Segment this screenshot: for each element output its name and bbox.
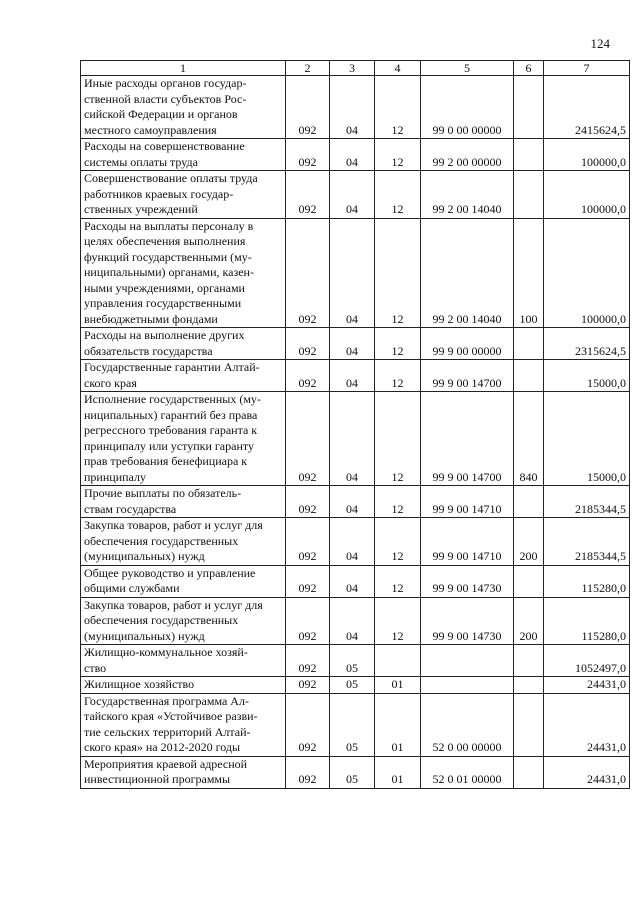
subsection-code: 12 xyxy=(375,360,421,392)
header-col-3: 3 xyxy=(330,61,375,76)
expense-type-code xyxy=(514,139,544,171)
target-article-code: 99 0 00 00000 xyxy=(421,76,514,139)
table-row xyxy=(81,756,630,788)
section-code: 04 xyxy=(330,139,375,171)
amount-value: 100000,0 xyxy=(544,139,630,171)
header-col-5: 5 xyxy=(421,61,514,76)
subsection-code: 12 xyxy=(375,597,421,645)
subsection-code: 01 xyxy=(375,677,421,694)
expense-name: Совершенствование оплаты труда работников краевых государ- ственных учреждений xyxy=(81,171,286,219)
ministry-code: 092 xyxy=(286,645,330,677)
table-row xyxy=(81,139,630,171)
expense-type-code xyxy=(514,328,544,360)
amount-value: 100000,0 xyxy=(544,171,630,219)
target-article-code: 99 9 00 14730 xyxy=(421,597,514,645)
target-article-code: 99 9 00 00000 xyxy=(421,328,514,360)
subsection-code: 12 xyxy=(375,76,421,139)
ministry-code: 092 xyxy=(286,677,330,694)
expense-type-code xyxy=(514,565,544,597)
expense-type-code: 200 xyxy=(514,518,544,566)
amount-value: 100000,0 xyxy=(544,218,630,328)
section-code: 05 xyxy=(330,693,375,756)
ministry-code: 092 xyxy=(286,693,330,756)
table-row xyxy=(81,360,630,392)
expense-type-code xyxy=(514,360,544,392)
table-row xyxy=(81,76,630,139)
target-article-code: 99 9 00 14700 xyxy=(421,360,514,392)
target-article-code: 52 0 01 00000 xyxy=(421,756,514,788)
expense-name: Государственные гарантии Алтай- ского края xyxy=(81,360,286,392)
target-article-code: 99 9 00 14710 xyxy=(421,518,514,566)
expense-name: Расходы на выплаты персоналу в целях обеспечения выполнения функций государственными (му- ниципальными) органами, казен- ными учреждениями, органами управления государственными внебюджетными фондами xyxy=(81,218,286,328)
header-col-2: 2 xyxy=(286,61,330,76)
page-number: 124 xyxy=(590,36,610,51)
subsection-code: 01 xyxy=(375,693,421,756)
section-code: 04 xyxy=(330,486,375,518)
ministry-code: 092 xyxy=(286,139,330,171)
subsection-code: 12 xyxy=(375,171,421,219)
expense-type-code: 200 xyxy=(514,597,544,645)
header-col-1: 1 xyxy=(81,61,286,76)
header-col-7: 7 xyxy=(544,61,630,76)
section-code: 04 xyxy=(330,76,375,139)
target-article-code: 99 2 00 14040 xyxy=(421,218,514,328)
target-article-code xyxy=(421,645,514,677)
subsection-code: 12 xyxy=(375,518,421,566)
section-code: 05 xyxy=(330,645,375,677)
expense-type-code xyxy=(514,486,544,518)
subsection-code: 12 xyxy=(375,565,421,597)
table-row xyxy=(81,597,630,645)
amount-value: 15000,0 xyxy=(544,360,630,392)
amount-value: 24431,0 xyxy=(544,677,630,694)
expense-name: Государственная программа Ал- тайского края «Устойчивое разви- тие сельских территорий Алтай- ского края» на 2012-2020 годы xyxy=(81,693,286,756)
section-code: 04 xyxy=(330,360,375,392)
table-row xyxy=(81,518,630,566)
target-article-code: 99 2 00 14040 xyxy=(421,171,514,219)
expense-type-code: 840 xyxy=(514,392,544,486)
header-col-6: 6 xyxy=(514,61,544,76)
ministry-code: 092 xyxy=(286,486,330,518)
target-article-code xyxy=(421,677,514,694)
subsection-code: 12 xyxy=(375,139,421,171)
expense-name: Расходы на совершенствование системы оплаты труда xyxy=(81,139,286,171)
amount-value: 15000,0 xyxy=(544,392,630,486)
ministry-code: 092 xyxy=(286,360,330,392)
budget-table xyxy=(80,60,630,789)
expense-name: Закупка товаров, работ и услуг для обеспечения государственных (муниципальных) нужд xyxy=(81,597,286,645)
expense-type-code xyxy=(514,756,544,788)
table-header-row xyxy=(81,61,630,76)
section-code: 04 xyxy=(330,392,375,486)
section-code: 04 xyxy=(330,218,375,328)
subsection-code: 01 xyxy=(375,756,421,788)
expense-type-code xyxy=(514,693,544,756)
ministry-code: 092 xyxy=(286,392,330,486)
target-article-code: 99 2 00 00000 xyxy=(421,139,514,171)
target-article-code: 99 9 00 14700 xyxy=(421,392,514,486)
section-code: 04 xyxy=(330,171,375,219)
expense-name: Жилищно-коммунальное хозяй- ство xyxy=(81,645,286,677)
subsection-code xyxy=(375,645,421,677)
table-row xyxy=(81,171,630,219)
expense-type-code: 100 xyxy=(514,218,544,328)
table-row xyxy=(81,565,630,597)
ministry-code: 092 xyxy=(286,756,330,788)
expense-type-code xyxy=(514,76,544,139)
amount-value: 24431,0 xyxy=(544,756,630,788)
expense-name: Иные расходы органов государ- ственной власти субъектов Рос- сийской Федерации и органов местного самоуправления xyxy=(81,76,286,139)
expense-name: Жилищное хозяйство xyxy=(81,677,286,694)
amount-value: 2185344,5 xyxy=(544,518,630,566)
amount-value: 2415624,5 xyxy=(544,76,630,139)
expense-type-code xyxy=(514,645,544,677)
table-row xyxy=(81,328,630,360)
section-code: 05 xyxy=(330,756,375,788)
target-article-code: 99 9 00 14730 xyxy=(421,565,514,597)
ministry-code: 092 xyxy=(286,597,330,645)
ministry-code: 092 xyxy=(286,171,330,219)
amount-value: 115280,0 xyxy=(544,565,630,597)
expense-type-code xyxy=(514,677,544,694)
ministry-code: 092 xyxy=(286,565,330,597)
table-row xyxy=(81,693,630,756)
expense-name: Прочие выплаты по обязатель- ствам государства xyxy=(81,486,286,518)
expense-type-code xyxy=(514,171,544,219)
expense-name: Закупка товаров, работ и услуг для обеспечения государственных (муниципальных) нужд xyxy=(81,518,286,566)
table-row xyxy=(81,486,630,518)
amount-value: 2185344,5 xyxy=(544,486,630,518)
ministry-code: 092 xyxy=(286,76,330,139)
subsection-code: 12 xyxy=(375,392,421,486)
table-row xyxy=(81,392,630,486)
ministry-code: 092 xyxy=(286,328,330,360)
subsection-code: 12 xyxy=(375,486,421,518)
section-code: 05 xyxy=(330,677,375,694)
ministry-code: 092 xyxy=(286,218,330,328)
expense-name: Общее руководство и управление общими службами xyxy=(81,565,286,597)
target-article-code: 52 0 00 00000 xyxy=(421,693,514,756)
section-code: 04 xyxy=(330,597,375,645)
expense-name: Расходы на выполнение других обязательств государства xyxy=(81,328,286,360)
expense-name: Мероприятия краевой адресной инвестиционной программы xyxy=(81,756,286,788)
subsection-code: 12 xyxy=(375,328,421,360)
amount-value: 115280,0 xyxy=(544,597,630,645)
amount-value: 1052497,0 xyxy=(544,645,630,677)
header-col-4: 4 xyxy=(375,61,421,76)
subsection-code: 12 xyxy=(375,218,421,328)
target-article-code: 99 9 00 14710 xyxy=(421,486,514,518)
section-code: 04 xyxy=(330,518,375,566)
expense-name: Исполнение государственных (му- ниципальных) гарантий без права регрессного требования гаранта к принципалу или уступки гаранту прав требования бенефициара к принципалу xyxy=(81,392,286,486)
table-row xyxy=(81,218,630,328)
amount-value: 2315624,5 xyxy=(544,328,630,360)
table-row xyxy=(81,645,630,677)
section-code: 04 xyxy=(330,565,375,597)
amount-value: 24431,0 xyxy=(544,693,630,756)
section-code: 04 xyxy=(330,328,375,360)
ministry-code: 092 xyxy=(286,518,330,566)
table-row xyxy=(81,677,630,694)
